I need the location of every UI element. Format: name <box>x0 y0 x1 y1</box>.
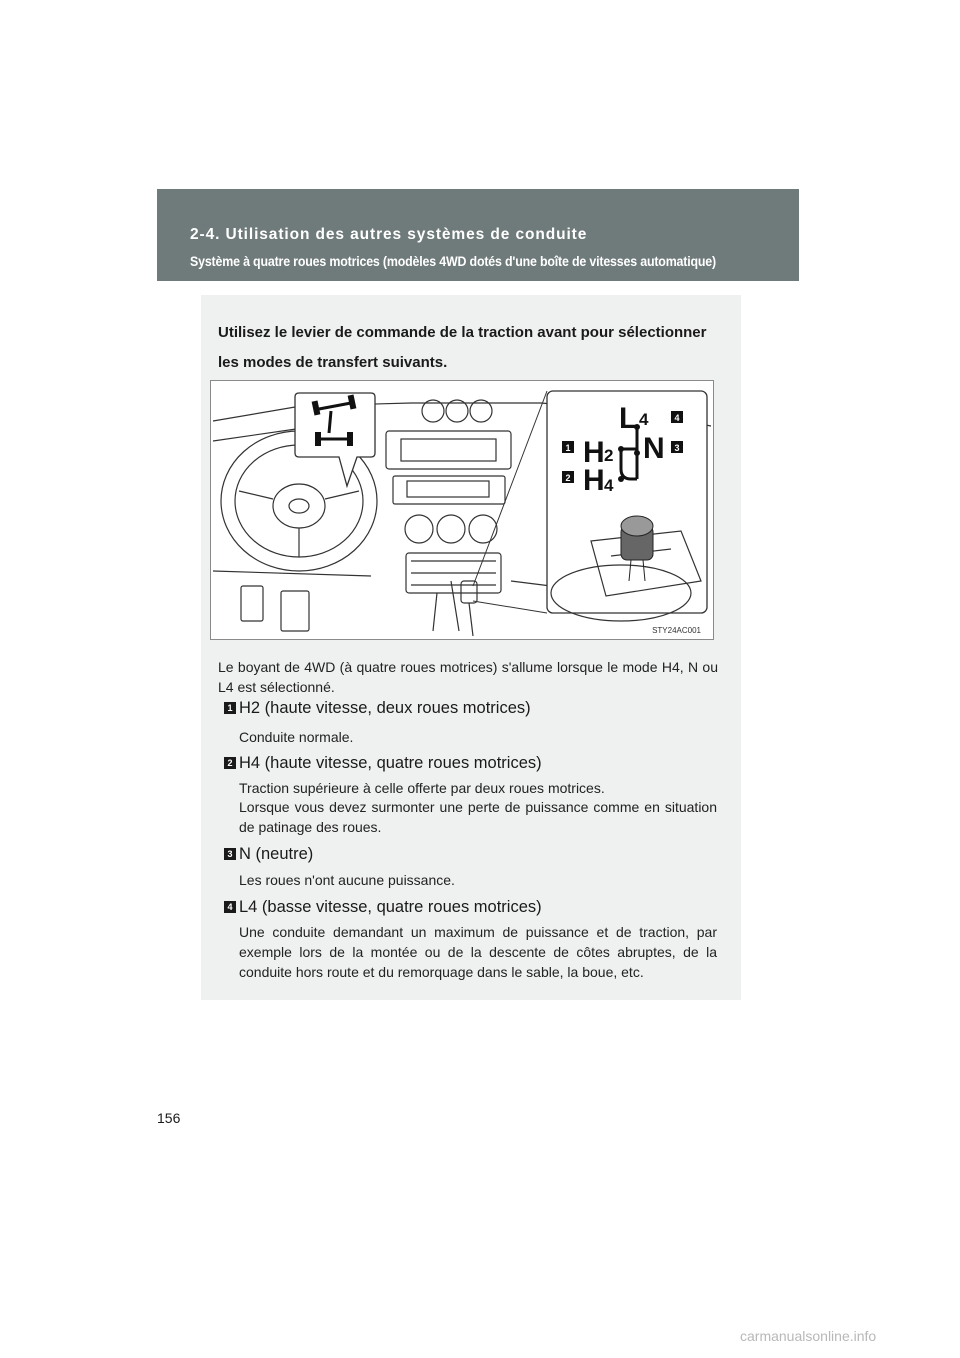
mode-1-desc: Conduite normale. <box>239 729 354 745</box>
mode-1-title: H2 (haute vitesse, deux roues motrices) <box>239 699 531 717</box>
indicator-text: Le boyant de 4WD (à quatre roues motrices) s'allume lorsque le mode H4, N ou L4 est sélectionné. <box>218 659 718 695</box>
section-subtitle: Système à quatre roues motrices (modèles 4WD dotés d'une boîte de vitesses automatique) <box>190 254 716 269</box>
figure-code: STY24AC001 <box>652 626 701 635</box>
callout-4 <box>671 411 683 423</box>
svg-text:1: 1 <box>565 443 571 453</box>
svg-text:4: 4 <box>674 413 680 423</box>
h2-label: H <box>583 436 605 469</box>
mode-2-desc-extra: Lorsque vous devez surmonter une perte de puissance comme en situation de patinage des roues. <box>239 799 717 835</box>
mode-1-number: 1 <box>224 702 236 714</box>
mode-3-heading <box>224 845 724 864</box>
h4-sub: 4 <box>604 476 614 495</box>
mode-2-title: H4 (haute vitesse, quatre roues motrices) <box>239 754 542 772</box>
l4-sub: 4 <box>639 410 649 429</box>
mode-3-desc: Les roues n'ont aucune puissance. <box>239 872 455 888</box>
svg-text:2: 2 <box>565 473 571 483</box>
mode-4-title: L4 (basse vitesse, quatre roues motrices) <box>239 898 542 916</box>
mode-2-heading <box>224 754 724 773</box>
section-title: 2-4. Utilisation des autres systèmes de conduite <box>190 226 588 243</box>
mode-4-desc: Une conduite demandant un maximum de puissance et de traction, par exemple lors de la montée ou de la descente de côtes abruptes, de la conduite hors route et du remorquage dans le sable, la boue, etc. <box>239 924 717 980</box>
mode-3-number: 3 <box>224 848 236 860</box>
mode-2-number: 2 <box>224 757 236 769</box>
watermark-link[interactable]: carmanualsonline.info <box>740 1328 877 1344</box>
l4-label: L <box>619 402 638 435</box>
callout-2 <box>562 471 574 483</box>
page-number: 156 <box>157 1110 181 1126</box>
callout-1 <box>562 441 574 453</box>
mode-4-number: 4 <box>224 901 236 913</box>
mode-3-title: N (neutre) <box>239 845 314 863</box>
h4-label: H <box>583 464 605 497</box>
mode-1-heading <box>224 699 724 718</box>
mode-4-heading <box>224 898 724 917</box>
n-label: N <box>643 432 665 465</box>
dashboard-drawing <box>211 381 713 639</box>
mode-2-desc: Traction supérieure à celle offerte par deux roues motrices. <box>239 780 605 796</box>
intro-text: Utilisez le levier de commande de la traction avant pour sélectionner les modes de transfert suivants. <box>218 324 707 371</box>
callout-3 <box>671 441 683 453</box>
svg-text:3: 3 <box>674 443 680 453</box>
dashboard-illustration <box>210 380 714 640</box>
h2-sub: 2 <box>604 446 614 465</box>
